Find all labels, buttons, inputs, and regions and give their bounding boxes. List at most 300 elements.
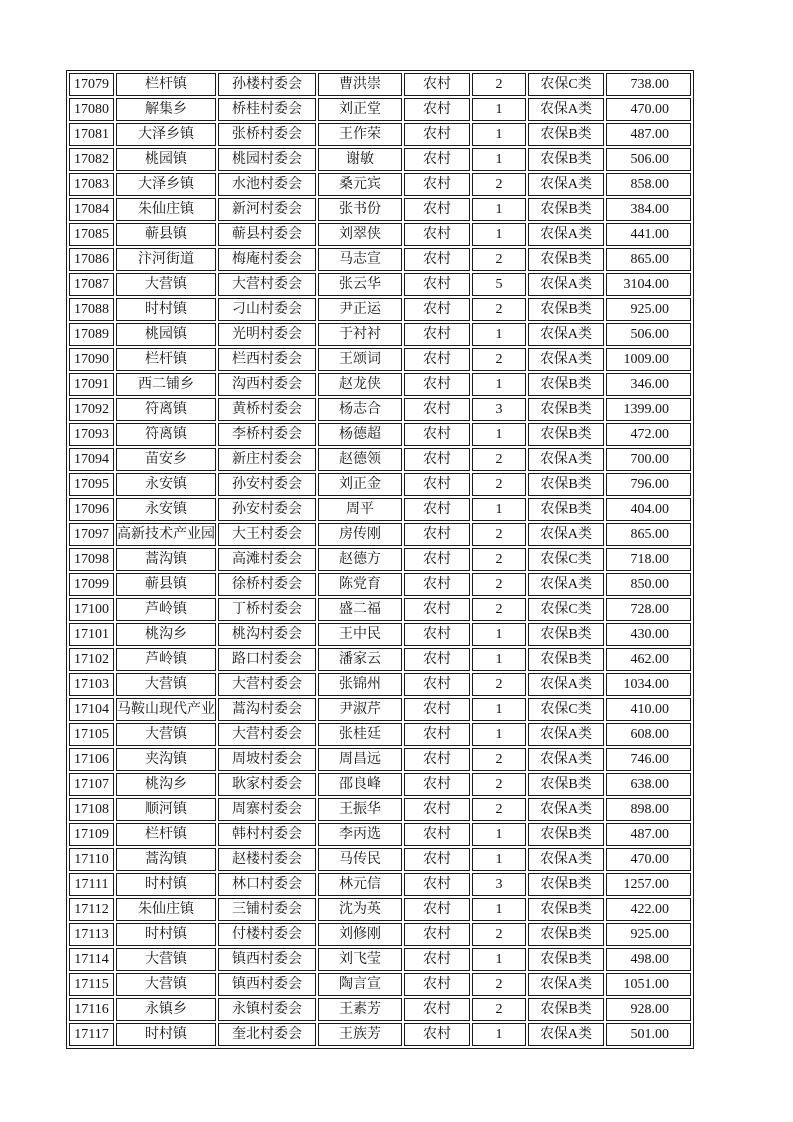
cell-text: 865.00	[630, 527, 669, 542]
cell-category	[528, 898, 604, 921]
cell-category	[528, 948, 604, 971]
cell-person	[318, 748, 402, 771]
cell-category	[528, 673, 604, 696]
cell-text: 农保A类	[539, 452, 593, 467]
cell-text: 农村	[423, 452, 451, 467]
cell-text: 2	[495, 302, 503, 317]
cell-text: 865.00	[630, 252, 669, 267]
table-row	[69, 998, 691, 1021]
cell-village	[218, 723, 316, 746]
cell-text: 1	[495, 827, 503, 842]
cell-village	[218, 573, 316, 596]
cell-text: 农保B类	[540, 952, 592, 967]
cell-text: 农村	[423, 902, 451, 917]
cell-text: 1	[495, 327, 503, 342]
cell-category	[528, 348, 604, 371]
cell-town	[116, 298, 216, 321]
cell-person	[318, 773, 402, 796]
cell-text: 1	[495, 952, 503, 967]
cell-amount	[606, 548, 691, 571]
cell-text: 430.00	[630, 627, 669, 642]
cell-residence	[404, 498, 470, 521]
cell-text: 尹淑芹	[339, 702, 381, 717]
cell-text: 700.00	[630, 452, 669, 467]
cell-text: 时村镇	[145, 877, 187, 892]
cell-text: 17086	[74, 252, 109, 267]
cell-text: 农保B类	[540, 202, 592, 217]
cell-text: 17084	[74, 202, 109, 217]
cell-residence	[404, 323, 470, 346]
cell-person	[318, 698, 402, 721]
cell-count	[472, 873, 526, 896]
cell-text: 17100	[74, 602, 109, 617]
cell-text: 796.00	[630, 477, 669, 492]
cell-count	[472, 973, 526, 996]
cell-village	[218, 773, 316, 796]
cell-town	[116, 598, 216, 621]
cell-count	[472, 948, 526, 971]
cell-text: 农村	[423, 627, 451, 642]
cell-text: 17091	[74, 377, 109, 392]
cell-text: 农村	[423, 177, 451, 192]
cell-village	[218, 973, 316, 996]
cell-village	[218, 648, 316, 671]
cell-text: 农保A类	[539, 677, 593, 692]
cell-town	[116, 248, 216, 271]
cell-id	[69, 173, 114, 196]
cell-category	[528, 623, 604, 646]
cell-count	[472, 148, 526, 171]
cell-text: 17097	[74, 527, 109, 542]
cell-text: 夹沟镇	[145, 752, 187, 767]
cell-village	[218, 598, 316, 621]
cell-text: 17085	[74, 227, 109, 242]
cell-text: 沟西村委会	[232, 377, 302, 392]
cell-text: 蒿沟村委会	[232, 702, 302, 717]
cell-town	[116, 373, 216, 396]
cell-text: 农村	[423, 327, 451, 342]
cell-text: 1	[495, 902, 503, 917]
cell-text: 2	[495, 602, 503, 617]
cell-amount	[606, 823, 691, 846]
cell-text: 17108	[74, 802, 109, 817]
cell-count	[472, 823, 526, 846]
cell-text: 桃沟村委会	[232, 627, 302, 642]
cell-id	[69, 648, 114, 671]
cell-town	[116, 648, 216, 671]
cell-town	[116, 698, 216, 721]
cell-text: 农保B类	[540, 427, 592, 442]
cell-text: 17115	[74, 977, 109, 992]
cell-category	[528, 723, 604, 746]
cell-person	[318, 298, 402, 321]
cell-text: 17111	[74, 877, 109, 892]
cell-text: 桃沟乡	[145, 627, 187, 642]
cell-text: 17093	[74, 427, 109, 442]
cell-text: 永安镇	[145, 477, 187, 492]
cell-town	[116, 798, 216, 821]
cell-amount	[606, 1023, 691, 1046]
cell-text: 栏杆镇	[145, 352, 187, 367]
cell-text: 17107	[74, 777, 109, 792]
cell-text: 850.00	[630, 577, 669, 592]
cell-text: 镇西村委会	[232, 952, 302, 967]
cell-id	[69, 148, 114, 171]
table-row	[69, 673, 691, 696]
cell-text: 农村	[423, 127, 451, 142]
cell-category	[528, 648, 604, 671]
cell-text: 周平	[346, 502, 374, 517]
cell-text: 永镇乡	[145, 1002, 187, 1017]
cell-count	[472, 273, 526, 296]
table-row	[69, 798, 691, 821]
cell-text: 农村	[423, 152, 451, 167]
cell-text: 张锦州	[339, 677, 381, 692]
table-row	[69, 123, 691, 146]
cell-text: 桃沟乡	[145, 777, 187, 792]
cell-text: 水池村委会	[232, 177, 302, 192]
cell-text: 462.00	[630, 652, 669, 667]
cell-text: 农村	[423, 727, 451, 742]
cell-text: 农保A类	[539, 102, 593, 117]
cell-text: 农保B类	[540, 652, 592, 667]
table-row	[69, 548, 691, 571]
cell-village	[218, 548, 316, 571]
cell-text: 17109	[74, 827, 109, 842]
cell-village	[218, 223, 316, 246]
cell-text: 农保A类	[539, 752, 593, 767]
cell-text: 3	[495, 877, 503, 892]
cell-text: 农村	[423, 77, 451, 92]
cell-text: 1	[495, 852, 503, 867]
cell-count	[472, 448, 526, 471]
cell-text: 桃园镇	[145, 152, 187, 167]
cell-town	[116, 473, 216, 496]
cell-amount	[606, 773, 691, 796]
cell-count	[472, 223, 526, 246]
cell-text: 农村	[423, 677, 451, 692]
cell-amount	[606, 873, 691, 896]
cell-text: 17112	[74, 902, 109, 917]
cell-text: 刘正金	[339, 477, 381, 492]
cell-id	[69, 623, 114, 646]
cell-text: 898.00	[630, 802, 669, 817]
cell-person	[318, 148, 402, 171]
table-row	[69, 173, 691, 196]
cell-residence	[404, 673, 470, 696]
cell-category	[528, 823, 604, 846]
cell-category	[528, 198, 604, 221]
cell-town	[116, 823, 216, 846]
cell-text: 西二铺乡	[138, 377, 194, 392]
cell-text: 1034.00	[623, 677, 669, 692]
cell-town	[116, 123, 216, 146]
cell-text: 1	[495, 702, 503, 717]
cell-residence	[404, 848, 470, 871]
cell-text: 农保A类	[539, 802, 593, 817]
cell-text: 蕲县镇	[145, 227, 187, 242]
cell-text: 付楼村委会	[232, 927, 302, 942]
cell-count	[472, 598, 526, 621]
cell-text: 大营镇	[145, 727, 187, 742]
cell-text: 17088	[74, 302, 109, 317]
cell-count	[472, 848, 526, 871]
cell-text: 17113	[74, 927, 109, 942]
cell-text: 17104	[74, 702, 109, 717]
table-row	[69, 723, 691, 746]
cell-residence	[404, 823, 470, 846]
cell-text: 1	[495, 102, 503, 117]
cell-text: 刁山村委会	[232, 302, 302, 317]
cell-residence	[404, 423, 470, 446]
cell-id	[69, 523, 114, 546]
cell-text: 925.00	[630, 302, 669, 317]
cell-text: 农村	[423, 552, 451, 567]
cell-text: 大营镇	[145, 677, 187, 692]
cell-text: 芦岭镇	[145, 602, 187, 617]
cell-text: 农村	[423, 877, 451, 892]
cell-text: 农保B类	[540, 127, 592, 142]
cell-category	[528, 748, 604, 771]
cell-amount	[606, 448, 691, 471]
cell-text: 镇西村委会	[232, 977, 302, 992]
cell-town	[116, 398, 216, 421]
cell-text: 农村	[423, 1027, 451, 1042]
cell-town	[116, 898, 216, 921]
cell-id	[69, 373, 114, 396]
cell-text: 耿家村委会	[232, 777, 302, 792]
cell-text: 大营村委会	[232, 727, 302, 742]
cell-text: 光明村委会	[232, 327, 302, 342]
table-row	[69, 973, 691, 996]
cell-village	[218, 298, 316, 321]
cell-amount	[606, 373, 691, 396]
cell-text: 农保C类	[540, 552, 592, 567]
cell-id	[69, 198, 114, 221]
cell-text: 2	[495, 927, 503, 942]
cell-text: 487.00	[630, 127, 669, 142]
cell-text: 农村	[423, 652, 451, 667]
cell-text: 3	[495, 402, 503, 417]
cell-text: 农村	[423, 577, 451, 592]
table-row	[69, 423, 691, 446]
cell-category	[528, 873, 604, 896]
cell-text: 曹洪崇	[339, 77, 381, 92]
cell-amount	[606, 348, 691, 371]
table-row	[69, 623, 691, 646]
cell-person	[318, 248, 402, 271]
cell-count	[472, 523, 526, 546]
cell-text: 738.00	[630, 77, 669, 92]
cell-text: 1	[495, 202, 503, 217]
cell-text: 农村	[423, 302, 451, 317]
cell-village	[218, 1023, 316, 1046]
cell-text: 农村	[423, 402, 451, 417]
cell-residence	[404, 973, 470, 996]
cell-residence	[404, 248, 470, 271]
cell-text: 赵龙侠	[339, 377, 381, 392]
cell-residence	[404, 948, 470, 971]
cell-amount	[606, 173, 691, 196]
cell-category	[528, 73, 604, 96]
cell-text: 2	[495, 977, 503, 992]
cell-text: 时村镇	[145, 1027, 187, 1042]
cell-person	[318, 448, 402, 471]
cell-person	[318, 423, 402, 446]
cell-category	[528, 498, 604, 521]
cell-category	[528, 448, 604, 471]
cell-text: 17105	[74, 727, 109, 742]
cell-amount	[606, 198, 691, 221]
cell-category	[528, 273, 604, 296]
cell-text: 时村镇	[145, 302, 187, 317]
cell-text: 925.00	[630, 927, 669, 942]
cell-text: 刘飞莹	[339, 952, 381, 967]
cell-text: 农保A类	[539, 727, 593, 742]
cell-person	[318, 648, 402, 671]
cell-person	[318, 523, 402, 546]
cell-text: 1051.00	[623, 977, 669, 992]
cell-text: 农村	[423, 1002, 451, 1017]
cell-amount	[606, 948, 691, 971]
cell-person	[318, 273, 402, 296]
cell-text: 桑元宾	[339, 177, 381, 192]
cell-text: 盛二福	[339, 602, 381, 617]
cell-text: 蕲县镇	[145, 577, 187, 592]
table-row	[69, 148, 691, 171]
cell-id	[69, 998, 114, 1021]
cell-residence	[404, 523, 470, 546]
cell-id	[69, 823, 114, 846]
table-row	[69, 498, 691, 521]
cell-town	[116, 198, 216, 221]
table-row	[69, 748, 691, 771]
cell-amount	[606, 148, 691, 171]
cell-village	[218, 498, 316, 521]
cell-town	[116, 348, 216, 371]
cell-text: 徐桥村委会	[232, 577, 302, 592]
insurance-roster-table	[66, 70, 694, 1049]
cell-amount	[606, 598, 691, 621]
cell-person	[318, 198, 402, 221]
cell-text: 农保B类	[540, 827, 592, 842]
cell-residence	[404, 348, 470, 371]
cell-text: 三铺村委会	[232, 902, 302, 917]
table-row	[69, 373, 691, 396]
cell-text: 1	[495, 127, 503, 142]
cell-text: 1	[495, 152, 503, 167]
cell-category	[528, 848, 604, 871]
cell-person	[318, 398, 402, 421]
cell-person	[318, 373, 402, 396]
cell-count	[472, 798, 526, 821]
cell-count	[472, 623, 526, 646]
cell-village	[218, 273, 316, 296]
cell-person	[318, 548, 402, 571]
cell-town	[116, 523, 216, 546]
cell-text: 农保B类	[540, 777, 592, 792]
cell-text: 3104.00	[623, 277, 669, 292]
cell-text: 农村	[423, 752, 451, 767]
cell-text: 农村	[423, 602, 451, 617]
cell-text: 李桥村委会	[232, 427, 302, 442]
cell-text: 大营镇	[145, 952, 187, 967]
cell-text: 农村	[423, 702, 451, 717]
cell-text: 1	[495, 652, 503, 667]
table-row	[69, 473, 691, 496]
cell-id	[69, 723, 114, 746]
cell-id	[69, 73, 114, 96]
cell-id	[69, 873, 114, 896]
cell-id	[69, 473, 114, 496]
cell-text: 506.00	[630, 327, 669, 342]
cell-village	[218, 523, 316, 546]
cell-count	[472, 898, 526, 921]
cell-text: 2	[495, 777, 503, 792]
cell-text: 农保B类	[540, 1002, 592, 1017]
cell-amount	[606, 98, 691, 121]
table-row	[69, 223, 691, 246]
cell-text: 大营镇	[145, 977, 187, 992]
cell-town	[116, 1023, 216, 1046]
cell-category	[528, 973, 604, 996]
table-row	[69, 348, 691, 371]
table-row	[69, 873, 691, 896]
cell-id	[69, 498, 114, 521]
cell-residence	[404, 73, 470, 96]
table-row	[69, 448, 691, 471]
cell-person	[318, 673, 402, 696]
cell-text: 朱仙庄镇	[138, 902, 194, 917]
cell-amount	[606, 123, 691, 146]
cell-village	[218, 848, 316, 871]
cell-count	[472, 423, 526, 446]
cell-text: 农保A类	[539, 977, 593, 992]
cell-category	[528, 298, 604, 321]
cell-text: 1	[495, 1027, 503, 1042]
cell-id	[69, 573, 114, 596]
cell-text: 728.00	[630, 602, 669, 617]
cell-text: 永镇村委会	[232, 1002, 302, 1017]
cell-text: 农村	[423, 202, 451, 217]
table-body	[69, 73, 691, 1046]
cell-residence	[404, 773, 470, 796]
cell-text: 农保A类	[539, 852, 593, 867]
cell-text: 农村	[423, 352, 451, 367]
cell-text: 858.00	[630, 177, 669, 192]
cell-text: 芦岭镇	[145, 652, 187, 667]
cell-count	[472, 648, 526, 671]
cell-residence	[404, 98, 470, 121]
cell-text: 928.00	[630, 1002, 669, 1017]
cell-text: 1399.00	[623, 402, 669, 417]
cell-category	[528, 773, 604, 796]
cell-text: 周坡村委会	[232, 752, 302, 767]
cell-text: 大营村委会	[232, 277, 302, 292]
cell-text: 林口村委会	[232, 877, 302, 892]
cell-person	[318, 173, 402, 196]
cell-id	[69, 448, 114, 471]
table-row	[69, 398, 691, 421]
table-row	[69, 273, 691, 296]
cell-category	[528, 398, 604, 421]
cell-amount	[606, 223, 691, 246]
cell-person	[318, 573, 402, 596]
cell-text: 农村	[423, 952, 451, 967]
cell-text: 孙楼村委会	[232, 77, 302, 92]
cell-text: 17094	[74, 452, 109, 467]
table-row	[69, 598, 691, 621]
